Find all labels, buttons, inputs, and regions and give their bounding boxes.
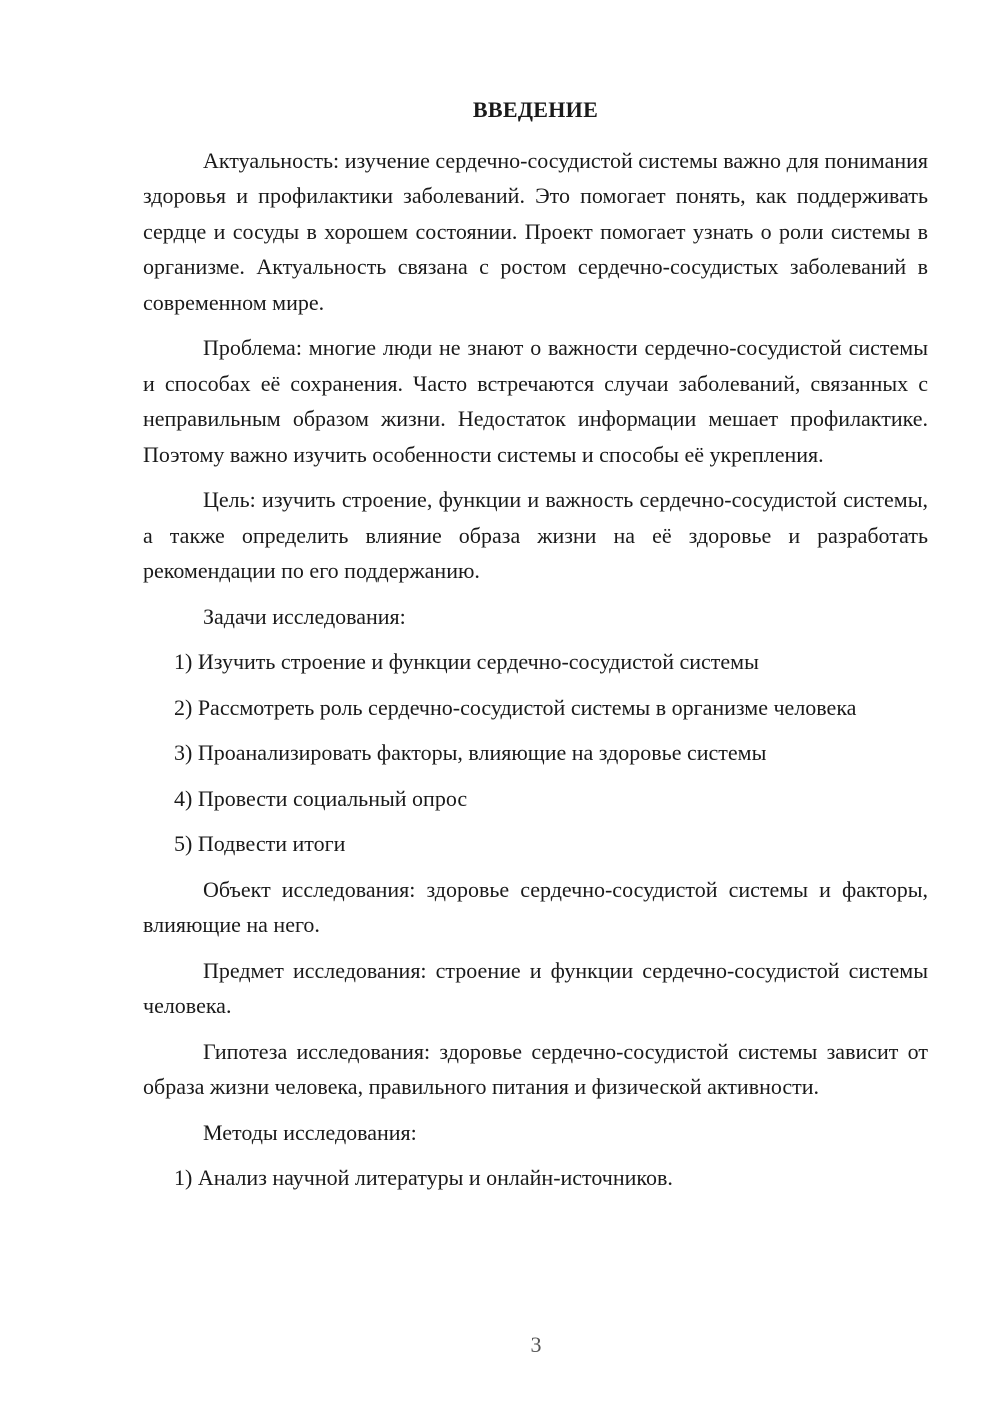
- method-item-1: 1) Анализ научной литературы и онлайн-источников.: [174, 1165, 673, 1190]
- goal-paragraph: Цель: изучить строение, функции и важность сердечно-сосудистой системы, а также определить влияние образа жизни на её здоровье и разработать рекомендации по его поддержанию.: [143, 487, 928, 583]
- section-title: ВВЕДЕНИЕ: [472, 97, 599, 122]
- page-content: [143, 92, 928, 1206]
- page-number: 3: [530, 1332, 542, 1357]
- problem-paragraph: Проблема: многие люди не знают о важности сердечно-сосудистой системы и способах её сохранения. Часто встречаются случаи заболеваний, связанных с неправильным образом жизни. Недостаток информации мешает профилактике. Поэтому важно изучить особенности системы и способы её укрепления.: [143, 335, 928, 467]
- methods-heading: Методы исследования:: [203, 1119, 417, 1145]
- object-paragraph: Объект исследования: здоровье сердечно-сосудистой системы и факторы, влияющие на него.: [143, 876, 928, 937]
- relevance-paragraph: Актуальность: изучение сердечно-сосудистой системы важно для понимания здоровья и профилактики заболеваний. Это помогает понять, как поддерживать сердце и сосуды в хорошем состоянии. Проект помогает узнать о роли системы в организме. Актуальность связана с ростом сердечно-сосудистых заболеваний в современном мире.: [143, 147, 928, 315]
- task-item-4: 4) Провести социальный опрос: [174, 785, 468, 811]
- task-item-1: 1) Изучить строение и функции сердечно-сосудистой системы: [174, 649, 759, 674]
- task-item-3: 3) Проанализировать факторы, влияющие на здоровье системы: [174, 740, 767, 765]
- task-item-5: 5) Подвести итоги: [174, 831, 346, 856]
- task-item-2: 2) Рассмотреть роль сердечно-сосудистой системы в организме человека: [174, 694, 857, 720]
- subject-paragraph: Предмет исследования: строение и функции сердечно-сосудистой системы человека.: [143, 957, 928, 1018]
- hypothesis-paragraph: Гипотеза исследования: здоровье сердечно-сосудистой системы зависит от образа жизни человека, правильного питания и физической активности.: [143, 1038, 928, 1099]
- tasks-heading: Задачи исследования:: [203, 603, 406, 629]
